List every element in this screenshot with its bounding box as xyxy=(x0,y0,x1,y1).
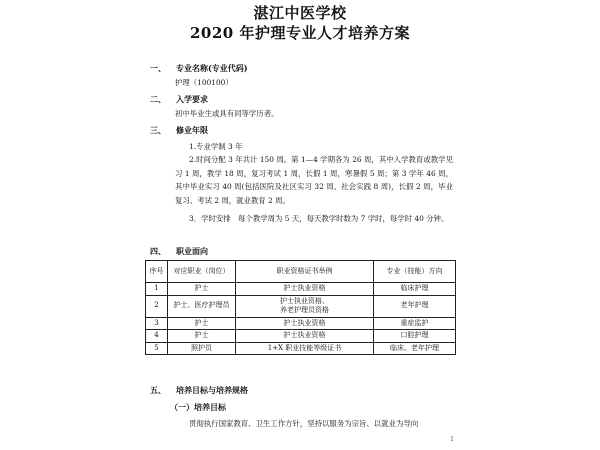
section-4-title: 职业面向 xyxy=(176,246,208,256)
section-3-item-3-text: 3．学时安排 每个教学周为 5 天，每天教学时数为 7 学时，每学时 40 分钟。 xyxy=(189,214,449,223)
section-1-heading xyxy=(150,63,248,74)
row-cert: 护士执业资格 xyxy=(236,283,374,296)
section-2-number: 二、 xyxy=(150,94,166,104)
section-5-text: 贯彻执行国家教育、卫生工作方针，坚持以服务为宗旨、以就业为导向 xyxy=(189,419,419,428)
section-3-item-2 xyxy=(175,153,453,207)
row-cert: 护士执业资格 xyxy=(236,330,374,343)
row-no: 3 xyxy=(146,317,168,330)
section-2-title: 入学要求 xyxy=(176,94,208,104)
section-2-heading xyxy=(150,94,208,105)
table-row xyxy=(146,283,456,296)
row-cert: 护士执业资格 xyxy=(236,317,374,330)
row-job: 护士 xyxy=(168,317,236,330)
row-job: 护士 xyxy=(168,283,236,296)
section-5-title: 培养目标与培养规格 xyxy=(176,385,248,395)
section-3-item-1: 1.专业学制 3 年 xyxy=(189,142,243,151)
school-name: 湛江中医学校 xyxy=(253,4,347,22)
row-no: 4 xyxy=(146,330,168,343)
header-direction: 专业（技能）方向 xyxy=(374,261,456,283)
section-5-heading xyxy=(150,385,248,396)
row-cert: 护士执业资格、 养老护理员资格 xyxy=(236,295,374,317)
row-job: 护士 xyxy=(168,330,236,343)
section-3-item-2-text: 2.时间分配 3 年共计 150 周。第 1—4 学期各为 26 周，其中入学教育或教学见习 1 周，教学 18 周，复习考试 1 周，长假 1 周，寒暑假 5 周；第 3 学年 46 周，其中毕业实习 40 周(包括医院及社区实习 32 周、社会实践 8 周)，长假 2 周，毕业复习、考试 2 周，就业教育 2 周。 xyxy=(175,155,453,205)
row-direction: 口腔护理 xyxy=(374,330,456,343)
header-no: 序号 xyxy=(146,261,168,283)
table-row xyxy=(146,295,456,317)
section-3-number: 三、 xyxy=(150,125,166,135)
plan-title: 2020 年护理专业人才培养方案 xyxy=(190,24,410,42)
row-no: 1 xyxy=(146,283,168,296)
table-row xyxy=(146,330,456,343)
section-4-number: 四、 xyxy=(150,246,166,256)
row-no: 2 xyxy=(146,295,168,317)
section-1-content: 护理（100100） xyxy=(175,78,233,87)
row-job: 护士、医疗护理员 xyxy=(168,295,236,317)
row-direction: 老年护理 xyxy=(374,295,456,317)
section-4-heading xyxy=(150,246,208,257)
row-direction: 重症监护 xyxy=(374,317,456,330)
row-direction: 临床护理 xyxy=(374,283,456,296)
row-direction: 临床、老年护理 xyxy=(374,342,456,355)
row-job: 照护员 xyxy=(168,342,236,355)
career-table xyxy=(145,260,456,355)
section-1-number: 一、 xyxy=(150,63,166,73)
section-3-title: 修业年限 xyxy=(176,125,208,135)
section-1-title: 专业名称(专业代码) xyxy=(176,63,248,73)
row-cert: 1+X 职业技能等级证书 xyxy=(236,342,374,355)
header-cert: 职业资格证书举例 xyxy=(236,261,374,283)
section-3-item-3 xyxy=(175,212,453,226)
section-2-content: 初中毕业生或具有同等学历者。 xyxy=(175,109,279,118)
table-header-row xyxy=(146,261,456,283)
section-3-heading xyxy=(150,125,208,136)
section-5-number: 五、 xyxy=(150,385,166,395)
section-5-subheading: （一）培养目标 xyxy=(170,402,226,412)
table-row xyxy=(146,342,456,355)
row-no: 5 xyxy=(146,342,168,355)
page-number: 1 xyxy=(450,436,454,443)
header-job: 对应职业（岗位） xyxy=(168,261,236,283)
table-row xyxy=(146,317,456,330)
